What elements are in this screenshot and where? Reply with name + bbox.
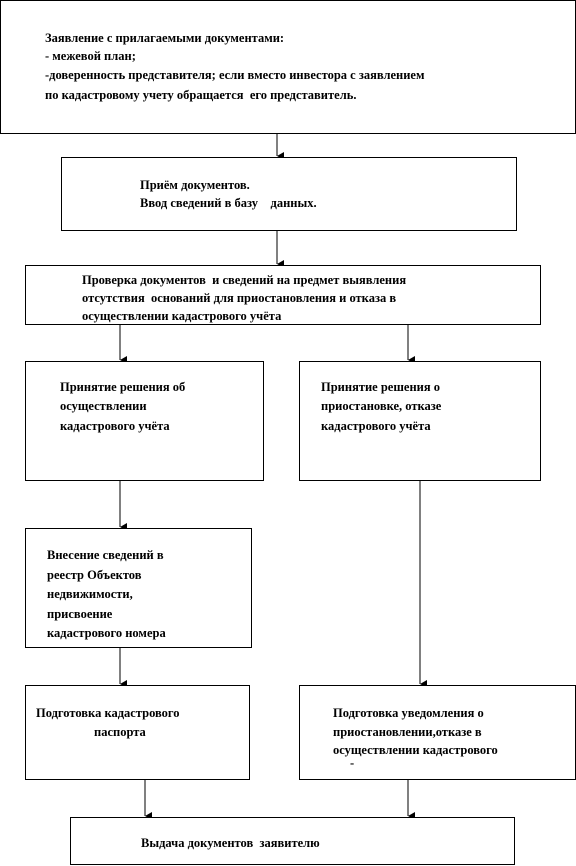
decision-approve-line-3: кадастрового учёта xyxy=(60,419,170,433)
reception-box xyxy=(61,157,517,231)
decision-approve-line-2: осуществлении xyxy=(60,399,147,413)
registry-entry-line-3: недвижимости, xyxy=(47,587,133,601)
verification-line-1: Проверка документов и сведений на предмет выявления xyxy=(82,273,407,287)
application-box xyxy=(0,0,576,134)
registry-entry-box xyxy=(25,528,252,648)
notice-prep-line-4: - xyxy=(350,756,355,770)
registry-entry-line-1: Внесение сведений в xyxy=(47,548,164,562)
verification-line-2: отсутствия оснований для приостановления и отказа в xyxy=(82,291,397,305)
notice-prep-box xyxy=(299,685,576,780)
decision-reject-line-1: Принятие решения о xyxy=(321,380,441,394)
application-line-4: по кадастровому учету обращается его представитель. xyxy=(45,88,357,102)
decision-reject-box xyxy=(299,361,541,481)
verification-box xyxy=(25,265,541,325)
reception-line-1: Приём документов. xyxy=(140,178,250,192)
notice-prep-line-1: Подготовка уведомления о xyxy=(333,706,484,720)
decision-approve-line-1: Принятие решения об xyxy=(60,380,186,394)
application-line-1: Заявление с прилагаемыми документами: xyxy=(45,31,285,45)
decision-reject-line-3: кадастрового учёта xyxy=(321,419,431,433)
registry-entry-line-5: кадастрового номера xyxy=(47,626,166,640)
application-line-2: - межевой план; xyxy=(45,49,136,63)
passport-prep-box xyxy=(25,685,250,780)
passport-prep-line-2: паспорта xyxy=(94,725,146,739)
reception-line-2: Ввод сведений в базу данных. xyxy=(140,196,317,210)
registry-entry-line-4: присвоение xyxy=(47,607,113,621)
decision-approve-box xyxy=(25,361,264,481)
issuance-box xyxy=(70,817,515,865)
issuance-line-1: Выдача документов заявителю xyxy=(141,836,320,850)
notice-prep-line-3: осуществлении кадастрового xyxy=(333,743,498,757)
notice-prep-line-2: приостановлении,отказе в xyxy=(333,725,482,739)
decision-reject-line-2: приостановке, отказе xyxy=(321,399,442,413)
application-line-3: -доверенность представителя; если вместо инвестора с заявлением xyxy=(45,68,425,82)
verification-line-3: осуществлении кадастрового учёта xyxy=(82,309,282,323)
registry-entry-line-2: реестр Объектов xyxy=(47,568,142,582)
passport-prep-line-1: Подготовка кадастрового xyxy=(36,706,180,720)
